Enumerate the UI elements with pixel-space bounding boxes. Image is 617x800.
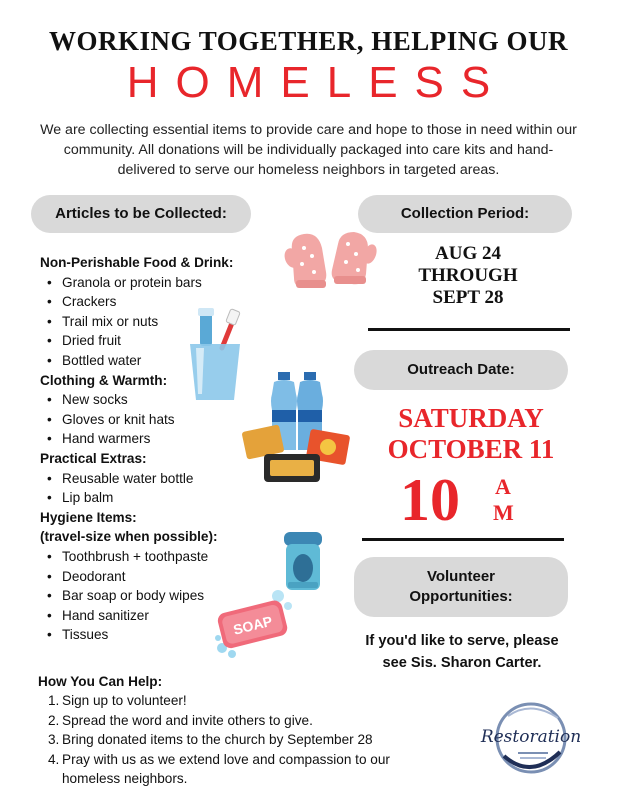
list-item: • Crackers bbox=[40, 292, 280, 312]
list-text: Spread the word and invite others to give. bbox=[62, 712, 313, 728]
list-item bbox=[38, 750, 458, 769]
how-you-can-help bbox=[38, 672, 458, 788]
list-text: Sign up to volunteer! bbox=[62, 693, 187, 709]
outreach-date bbox=[360, 403, 582, 465]
list-item: • Toothbrush + toothpaste bbox=[40, 547, 280, 567]
collection-through: THROUGH bbox=[418, 265, 518, 286]
collection-dates bbox=[368, 243, 568, 309]
list-item bbox=[38, 691, 458, 710]
intro-paragraph: We are collecting essential items to provide care and hope to those in need within our community. All donations will be individually packaged into care kits and hand-delivered to serve our homeless neighbors in targeted areas. bbox=[40, 122, 577, 178]
list-number: 2. bbox=[48, 712, 60, 728]
outreach-calendar-date: OCTOBER 11 bbox=[387, 434, 555, 464]
volunteer-pill bbox=[354, 557, 568, 617]
time-meridiem-a: A bbox=[495, 474, 511, 499]
list-item: • Trail mix or nuts bbox=[40, 312, 280, 332]
volunteer-text-line1: If you'd like to serve, please bbox=[365, 633, 559, 649]
group-heading-practical: Practical Extras: bbox=[40, 450, 147, 466]
collection-start: AUG 24 bbox=[435, 243, 501, 264]
group-heading-food: Non-Perishable Food & Drink: bbox=[40, 255, 234, 270]
volunteer-text-line2: see Sis. Sharon Carter. bbox=[382, 655, 542, 671]
outreach-time bbox=[400, 468, 540, 532]
mittens-icon bbox=[282, 228, 378, 294]
list-text: Bring donated items to the church by September 28 bbox=[62, 732, 373, 748]
list-number: 1. bbox=[48, 693, 60, 709]
list-item: • Gloves or knit hats bbox=[40, 410, 280, 430]
soap-label: SOAP bbox=[231, 612, 274, 638]
list-number: 3. bbox=[48, 732, 60, 748]
collection-period-pill: Collection Period: bbox=[358, 195, 572, 233]
list-item-continued bbox=[38, 769, 458, 788]
soap-bar-icon bbox=[212, 586, 296, 660]
articles-heading-pill: Articles to be Collected: bbox=[31, 195, 251, 233]
collection-end: SEPT 28 bbox=[432, 287, 504, 308]
help-list bbox=[38, 691, 458, 788]
group-heading-clothing: Clothing & Warmth: bbox=[40, 372, 168, 388]
outreach-day: SATURDAY bbox=[398, 403, 544, 433]
group-subheading-hygiene: (travel-size when possible): bbox=[40, 529, 218, 545]
list-text: Pray with us as we extend love and compassion to our bbox=[62, 751, 390, 767]
list-item: • Deodorant bbox=[40, 567, 280, 587]
restoration-logo bbox=[478, 696, 584, 780]
page-title-highlight: HOMELESS bbox=[126, 58, 508, 107]
volunteer-contact bbox=[342, 630, 582, 674]
list-item: • Lip balm bbox=[40, 488, 280, 508]
water-bottles-snacks-icon bbox=[240, 370, 358, 490]
list-item: • Dried fruit bbox=[40, 331, 280, 351]
list-item: • Bar soap or body wipes bbox=[40, 586, 280, 606]
volunteer-label-line2: Opportunities: bbox=[409, 588, 513, 605]
list-number: 4. bbox=[48, 751, 60, 767]
time-meridiem-m: M bbox=[493, 500, 514, 525]
list-item: • Bottled water bbox=[40, 351, 280, 371]
list-item: • Granola or protein bars bbox=[40, 273, 280, 293]
list-item: • New socks bbox=[40, 390, 280, 410]
list-item: • Tissues bbox=[40, 625, 280, 645]
outreach-date-pill: Outreach Date: bbox=[354, 350, 568, 390]
help-heading: How You Can Help: bbox=[38, 674, 163, 689]
list-item: • Hand warmers bbox=[40, 429, 280, 449]
logo-text: Restoration bbox=[480, 727, 582, 747]
time-number: 10 bbox=[400, 467, 460, 533]
list-item: • Hand sanitizer bbox=[40, 606, 280, 626]
page-title: WORKING TOGETHER, HELPING OUR bbox=[48, 26, 569, 56]
volunteer-label-line1: Volunteer bbox=[426, 568, 496, 585]
divider bbox=[368, 328, 570, 331]
deodorant-icon bbox=[280, 530, 326, 594]
group-heading-hygiene: Hygiene Items: bbox=[40, 509, 137, 525]
list-text: homeless neighbors. bbox=[62, 771, 188, 787]
list-item: • Reusable water bottle bbox=[40, 469, 280, 489]
divider bbox=[362, 538, 564, 541]
list-item bbox=[38, 730, 458, 749]
list-item bbox=[38, 711, 458, 730]
